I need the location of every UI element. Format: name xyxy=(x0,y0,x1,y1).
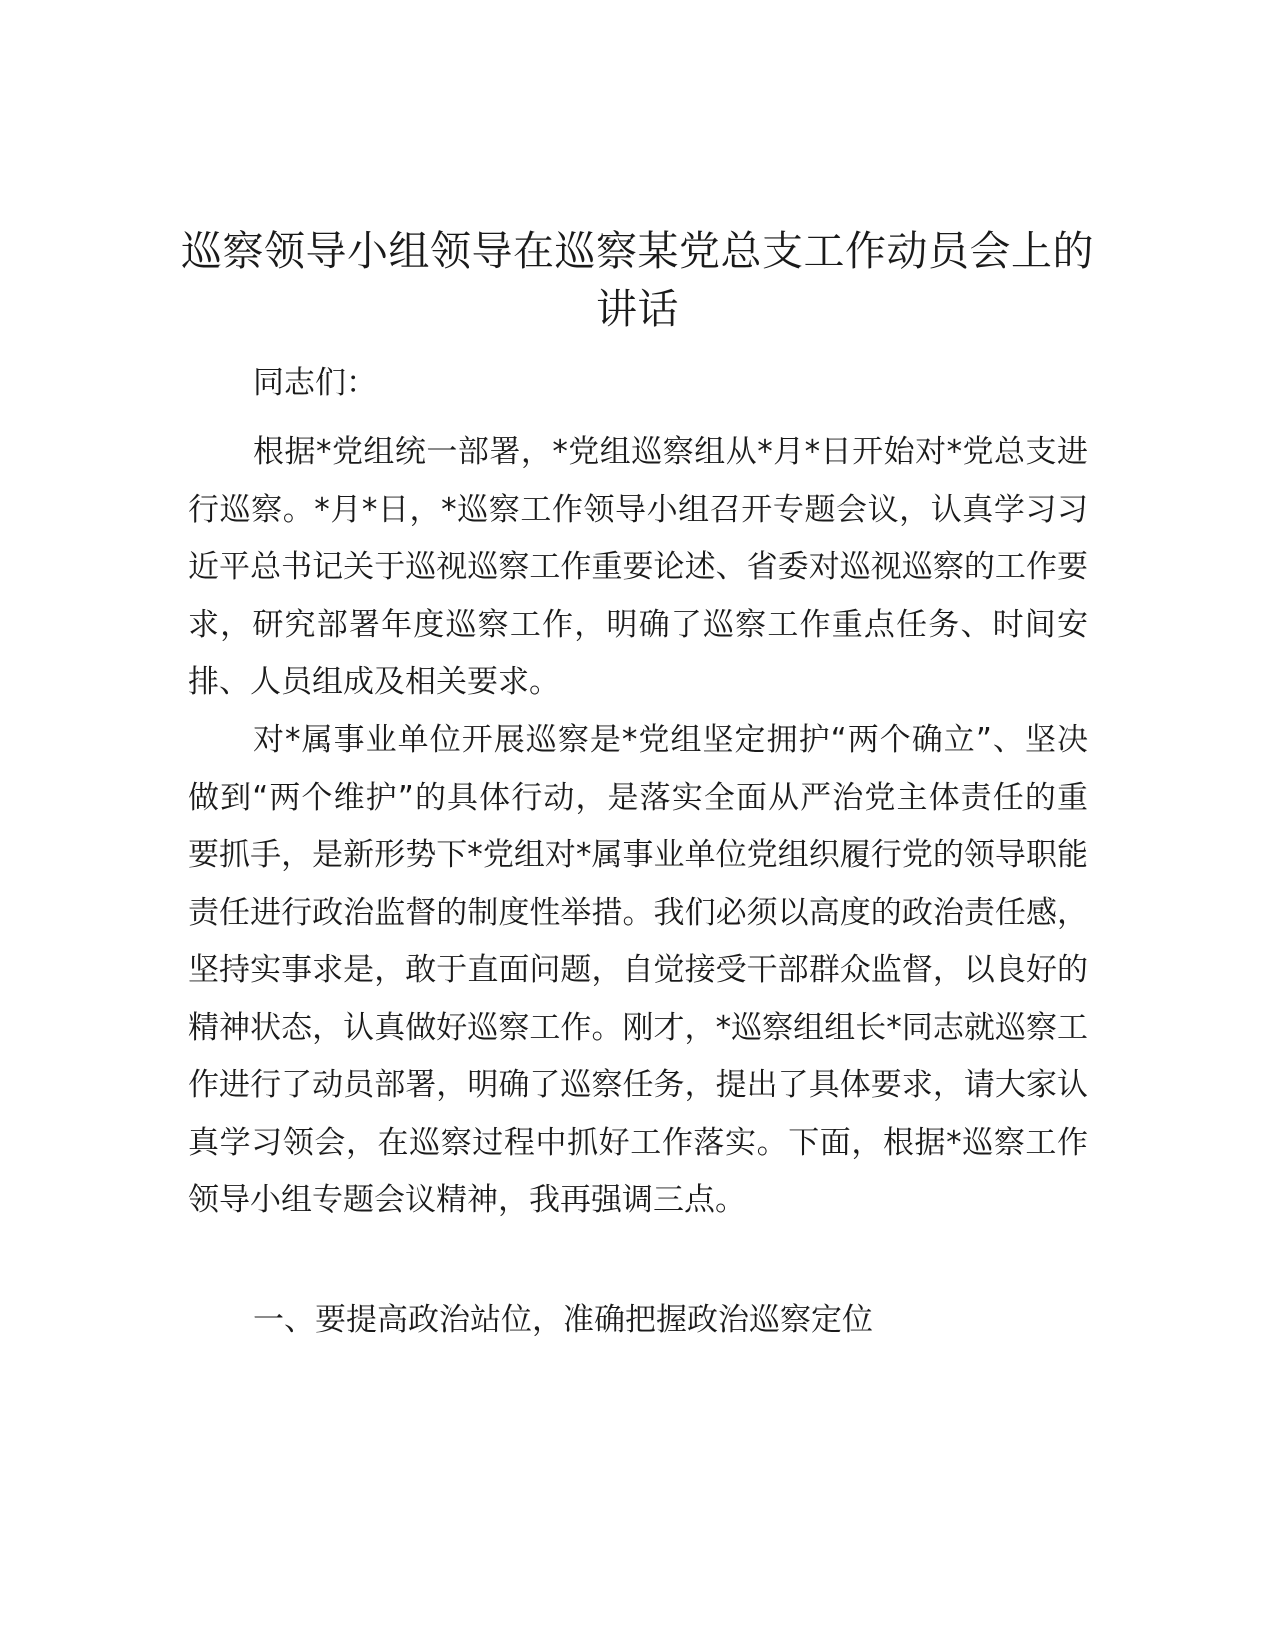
paragraph-1: 根据*党组统一部署，*党组巡察组从*月*日开始对*党总支进行巡察。*月*日，*巡察工作领导小组召开专题会议，认真学习习近平总书记关于巡视巡察工作重要论述、省委对巡视巡察的工作要求，研究部署年度巡察工作，明确了巡察工作重点任务、时间安排、人员组成及相关要求。 xyxy=(188,434,1088,700)
document-title: 巡察领导小组领导在巡察某党总支工作动员会上的讲话 xyxy=(181,227,1094,333)
paragraph-2: 对*属事业单位开展巡察是*党组坚定拥护“两个确立”、坚决做到“两个维护”的具体行动，是落实全面从严治党主体责任的重要抓手，是新形势下*党组对*属事业单位党组织履行党的领导职能责任进行政治监督的制度性举措。我们必须以高度的政治责任感，坚持实事求是，敢于直面问题，自觉接受干部群众监督，以良好的精神状态，认真做好巡察工作。刚才，*巡察组组长*同志就巡察工作进行了动员部署，明确了巡察任务，提出了具体要求，请大家认真学习领会，在巡察过程中抓好工作落实。下面，根据*巡察工作领导小组专题会议精神，我再强调三点。 xyxy=(188,722,1088,1218)
salutation: 同志们： xyxy=(253,365,377,401)
section-heading-1: 一、要提高政治站位，准确把握政治巡察定位 xyxy=(253,1302,873,1338)
